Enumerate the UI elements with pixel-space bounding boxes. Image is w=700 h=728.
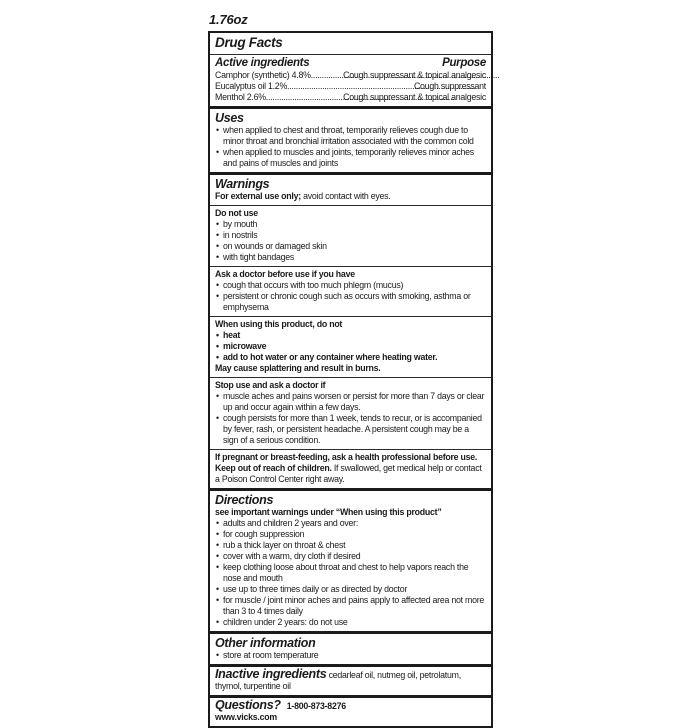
bullet-item: • cough that occurs with too much phlegm (mucus) <box>215 280 486 291</box>
ingredient-purpose: Cough suppressant & topical analgesic <box>343 92 486 102</box>
keep-out-of-reach-bold: Keep out of reach of children. <box>215 463 332 473</box>
do-not-use-list <box>215 219 486 263</box>
ask-doctor-section <box>210 267 491 316</box>
bullet-item: • cough persists for more than 1 week, tends to recur, or is accompanied by fever, rash, or persistent headache. A persistent cough may be a sign of a serious condition. <box>215 413 486 446</box>
questions-phone: 1-800-873-8276 <box>286 701 346 711</box>
questions-section <box>210 698 491 726</box>
drug-facts-label <box>208 12 493 728</box>
dot-leader <box>311 70 343 81</box>
bullet-item: • for muscle / joint minor aches and pains apply to affected area not more than 3 to 4 times daily <box>215 595 486 617</box>
stop-use-heading: Stop use and ask a doctor if <box>215 380 326 390</box>
bullet-item: • muscle aches and pains worsen or persist for more than 7 days or clear up and occur again within a few days. <box>215 391 486 413</box>
bullet-item: • by mouth <box>215 219 486 230</box>
bullet-item: • on wounds or damaged skin <box>215 241 486 252</box>
ingredient-name: Menthol 2.6% <box>215 92 266 102</box>
active-ingredients-section <box>210 55 491 106</box>
active-ingredients-heading: Active ingredients <box>215 57 310 69</box>
bullet-item: • cover with a warm, dry cloth if desired <box>215 551 486 562</box>
bullet-item: • keep clothing loose about throat and chest to help vapors reach the nose and mouth <box>215 562 486 584</box>
warnings-section <box>210 175 491 205</box>
ask-doctor-list <box>215 280 486 313</box>
stop-use-list <box>215 391 486 446</box>
title-section <box>210 33 491 54</box>
inactive-ingredients-line <box>215 669 486 692</box>
other-information-list <box>215 650 486 661</box>
external-use-bold: For external use only; <box>215 191 301 201</box>
bullet-item: • rub a thick layer on throat & chest <box>215 540 486 551</box>
do-not-use-section <box>210 206 491 266</box>
when-using-list <box>215 330 486 363</box>
questions-heading: Questions? <box>215 698 281 712</box>
active-ingredients-header <box>215 57 486 70</box>
bullet-item: • use up to three times daily or as directed by doctor <box>215 584 486 595</box>
directions-section <box>210 491 491 631</box>
inactive-ingredients-heading: Inactive ingredients <box>215 667 327 681</box>
bullet-item: • when applied to chest and throat, temporarily relieves cough due to minor throat and bronchial irritation associated with the common cold <box>215 125 486 147</box>
bullet-item: • with tight bandages <box>215 252 486 263</box>
keep-out-of-reach-line <box>215 463 486 485</box>
bullet-item: • heat <box>215 330 486 341</box>
bullet-item: • when applied to muscles and joints, temporarily relieves minor aches and pains of muscles and joints <box>215 147 486 169</box>
stop-use-section <box>210 378 491 449</box>
external-use-line <box>215 191 486 202</box>
keep-out-of-reach-rest: If swallowed, get medical help or contact a Poison Control Center right away. <box>215 463 482 484</box>
net-weight-label: 1.76oz <box>209 12 248 27</box>
directions-note: see important warnings under “When using this product” <box>215 507 442 517</box>
inactive-ingredients-text: cedarleaf oil, nutmeg oil, petrolatum, thymol, turpentine oil <box>215 670 461 691</box>
warnings-heading: Warnings <box>215 177 270 191</box>
bullet-item: • persistent or chronic cough such as occurs with smoking, asthma or emphysema <box>215 291 486 313</box>
ingredient-purpose: Cough suppressant & topical analgesic <box>343 70 486 80</box>
bullet-item: • in nostrils <box>215 230 486 241</box>
drug-facts-panel <box>208 31 493 728</box>
directions-heading: Directions <box>215 493 274 507</box>
ingredient-name: Camphor (synthetic) 4.8% <box>215 70 311 80</box>
questions-line <box>215 700 486 712</box>
uses-heading: Uses <box>215 111 244 125</box>
uses-bullet-list <box>215 125 486 169</box>
pregnancy-section <box>210 450 491 488</box>
bullet-item: • store at room temperature <box>215 650 486 661</box>
directions-list <box>215 518 486 628</box>
purpose-heading: Purpose <box>442 57 486 69</box>
bullet-item: • for cough suppression <box>215 529 486 540</box>
ask-doctor-heading: Ask a doctor before use if you have <box>215 269 355 279</box>
drug-facts-title: Drug Facts <box>215 35 283 50</box>
ingredient-row <box>215 81 486 92</box>
when-using-heading: When using this product, do not <box>215 319 343 329</box>
bullet-item: • microwave <box>215 341 486 352</box>
ingredient-purpose: Cough suppressant <box>413 81 486 91</box>
do-not-use-heading: Do not use <box>215 208 258 218</box>
pregnancy-warning: If pregnant or breast-feeding, ask a health professional before use. <box>215 452 478 462</box>
bullet-item: • add to hot water or any container where heating water. <box>215 352 486 363</box>
inactive-ingredients-section <box>210 667 491 695</box>
when-using-note: May cause splattering and result in burns. <box>215 363 381 373</box>
ingredient-row <box>215 70 486 81</box>
bullet-item: • children under 2 years: do not use <box>215 617 486 628</box>
when-using-section <box>210 317 491 377</box>
other-information-section <box>210 634 491 664</box>
dot-leader <box>287 81 414 92</box>
other-information-heading: Other information <box>215 636 316 650</box>
uses-section <box>210 109 491 172</box>
dot-leader <box>266 92 343 103</box>
ingredient-row <box>215 92 486 103</box>
bullet-item: • adults and children 2 years and over: <box>215 518 486 529</box>
website-url: www.vicks.com <box>215 712 277 722</box>
external-use-rest: avoid contact with eyes. <box>300 191 391 201</box>
ingredient-name: Eucalyptus oil 1.2% <box>215 81 288 91</box>
